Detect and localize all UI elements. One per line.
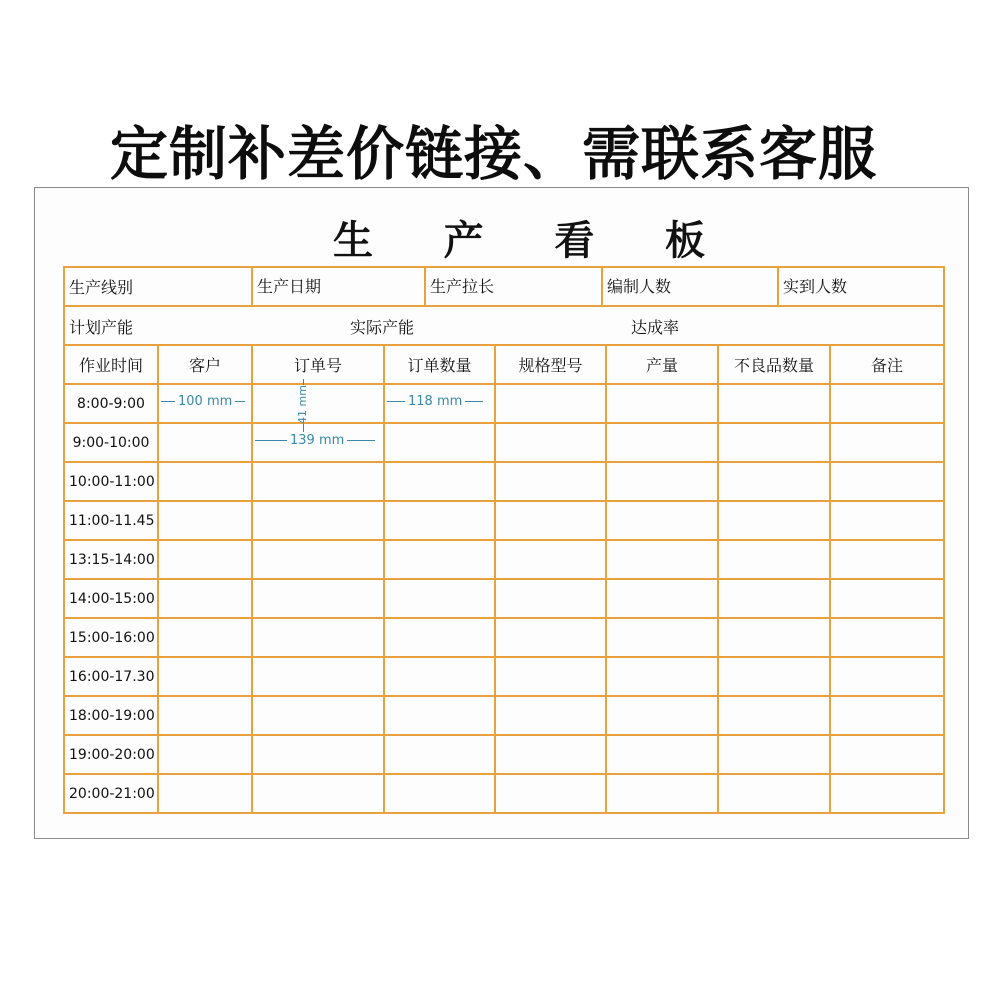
table-cell — [830, 579, 944, 618]
table-cell — [495, 384, 606, 423]
table-cell — [158, 774, 252, 813]
table-cell — [252, 579, 384, 618]
board-title — [63, 210, 943, 264]
table-cell — [830, 540, 944, 579]
table-cell — [830, 423, 944, 462]
table-cell — [495, 774, 606, 813]
table-cell — [606, 696, 718, 735]
table-row — [64, 579, 944, 618]
table-cell — [158, 423, 252, 462]
table-cell — [495, 540, 606, 579]
column-header: 产量 — [606, 345, 718, 384]
table-cell — [606, 384, 718, 423]
column-header: 规格型号 — [495, 345, 606, 384]
table-cell — [606, 657, 718, 696]
table-cell — [252, 696, 384, 735]
table-cell — [606, 462, 718, 501]
time-slot: 15:00-16:00 — [64, 618, 158, 657]
table-row — [64, 540, 944, 579]
table-cell — [830, 384, 944, 423]
table-row — [64, 735, 944, 774]
time-slot: 8:00-9:00 — [64, 384, 158, 423]
board-title-char: 板 — [664, 217, 705, 264]
table-cell — [718, 501, 830, 540]
table-cell — [495, 423, 606, 462]
table-cell — [384, 657, 495, 696]
table-cell — [252, 657, 384, 696]
table-cell — [718, 774, 830, 813]
column-header: 备注 — [830, 345, 944, 384]
plan-label: 计划产能 — [69, 318, 134, 337]
table-cell — [495, 618, 606, 657]
table-cell — [606, 579, 718, 618]
table-cell — [830, 657, 944, 696]
table-cell — [606, 774, 718, 813]
table-cell — [495, 696, 606, 735]
dimension-qty-width: 118 mm — [387, 394, 483, 409]
table-cell — [606, 540, 718, 579]
table-cell — [606, 423, 718, 462]
table-row — [64, 618, 944, 657]
table-cell — [252, 384, 384, 423]
time-slot: 10:00-11:00 — [64, 462, 158, 501]
info-label: 编制人数 — [603, 268, 779, 305]
info-cells — [252, 267, 944, 306]
time-slot: 14:00-15:00 — [64, 579, 158, 618]
table-cell — [158, 696, 252, 735]
table-cell — [830, 462, 944, 501]
table-cell — [718, 423, 830, 462]
info-label: 生产线别 — [69, 278, 134, 297]
dimension-order-width: 139 mm — [255, 433, 375, 448]
column-header: 客户 — [158, 345, 252, 384]
plan-row — [64, 306, 944, 345]
table-cell — [384, 774, 495, 813]
table-row — [64, 462, 944, 501]
plan-label: 实际产能 — [350, 318, 415, 337]
time-slot: 9:00-10:00 — [64, 423, 158, 462]
table-cell — [495, 735, 606, 774]
table-cell — [830, 618, 944, 657]
time-slot: 11:00-11.45 — [64, 501, 158, 540]
table-cell — [718, 618, 830, 657]
table-cell — [606, 501, 718, 540]
table-cell — [830, 501, 944, 540]
table-cell — [718, 384, 830, 423]
column-header: 订单号 — [252, 345, 384, 384]
column-header: 作业时间 — [64, 345, 158, 384]
table-cell — [830, 735, 944, 774]
table-cell — [158, 501, 252, 540]
table-cell — [495, 579, 606, 618]
board-title-char: 看 — [554, 217, 595, 264]
table-row — [64, 501, 944, 540]
promo-headline: 定制补差价链接、需联系客服 — [109, 120, 877, 188]
info-cell-line — [64, 267, 252, 306]
table-cell — [384, 423, 495, 462]
time-slot: 20:00-21:00 — [64, 774, 158, 813]
table-cell — [384, 618, 495, 657]
table-cell — [384, 540, 495, 579]
table-row — [64, 423, 944, 462]
table-cell — [606, 735, 718, 774]
table-cell — [830, 774, 944, 813]
table-cell — [252, 735, 384, 774]
dimension-customer-width: 100 mm — [161, 394, 245, 409]
table-row — [64, 657, 944, 696]
table-cell — [718, 579, 830, 618]
table-row — [64, 384, 944, 423]
time-slot: 19:00-20:00 — [64, 735, 158, 774]
table-cell — [495, 462, 606, 501]
table-cell — [252, 618, 384, 657]
table-cell — [718, 657, 830, 696]
table-cell — [384, 501, 495, 540]
table-cell — [252, 540, 384, 579]
table-cell — [158, 540, 252, 579]
board-title-char: 产 — [443, 217, 484, 264]
plan-label: 达成率 — [631, 318, 680, 337]
table-cell — [384, 384, 495, 423]
table-row — [64, 774, 944, 813]
table-cell — [158, 579, 252, 618]
column-header: 订单数量 — [384, 345, 495, 384]
table-cell — [495, 657, 606, 696]
dimension-row-height: 41 mm — [297, 379, 309, 432]
table-cell — [495, 501, 606, 540]
table-cell — [718, 696, 830, 735]
table-cell — [158, 735, 252, 774]
info-label: 生产拉长 — [426, 268, 603, 305]
table-cell — [384, 579, 495, 618]
table-cell — [718, 462, 830, 501]
table-cell — [158, 462, 252, 501]
table-cell — [718, 540, 830, 579]
info-label: 生产日期 — [253, 268, 426, 305]
board-title-char: 生 — [333, 217, 373, 264]
table-cell — [830, 696, 944, 735]
time-slot: 16:00-17.30 — [64, 657, 158, 696]
column-header: 不良品数量 — [718, 345, 830, 384]
table-cell — [252, 423, 384, 462]
time-slot: 13:15-14:00 — [64, 540, 158, 579]
time-slot: 18:00-19:00 — [64, 696, 158, 735]
table-cell — [158, 618, 252, 657]
table-cell — [252, 501, 384, 540]
table-cell — [158, 384, 252, 423]
production-board — [34, 187, 969, 839]
table-cell — [606, 618, 718, 657]
table-cell — [384, 696, 495, 735]
table-cell — [252, 462, 384, 501]
table-cell — [158, 657, 252, 696]
table-row — [64, 696, 944, 735]
table-cell — [718, 735, 830, 774]
table-cell — [252, 774, 384, 813]
table-cell — [384, 735, 495, 774]
info-label: 实到人数 — [783, 277, 848, 296]
table-cell — [384, 462, 495, 501]
board-table — [63, 266, 945, 814]
